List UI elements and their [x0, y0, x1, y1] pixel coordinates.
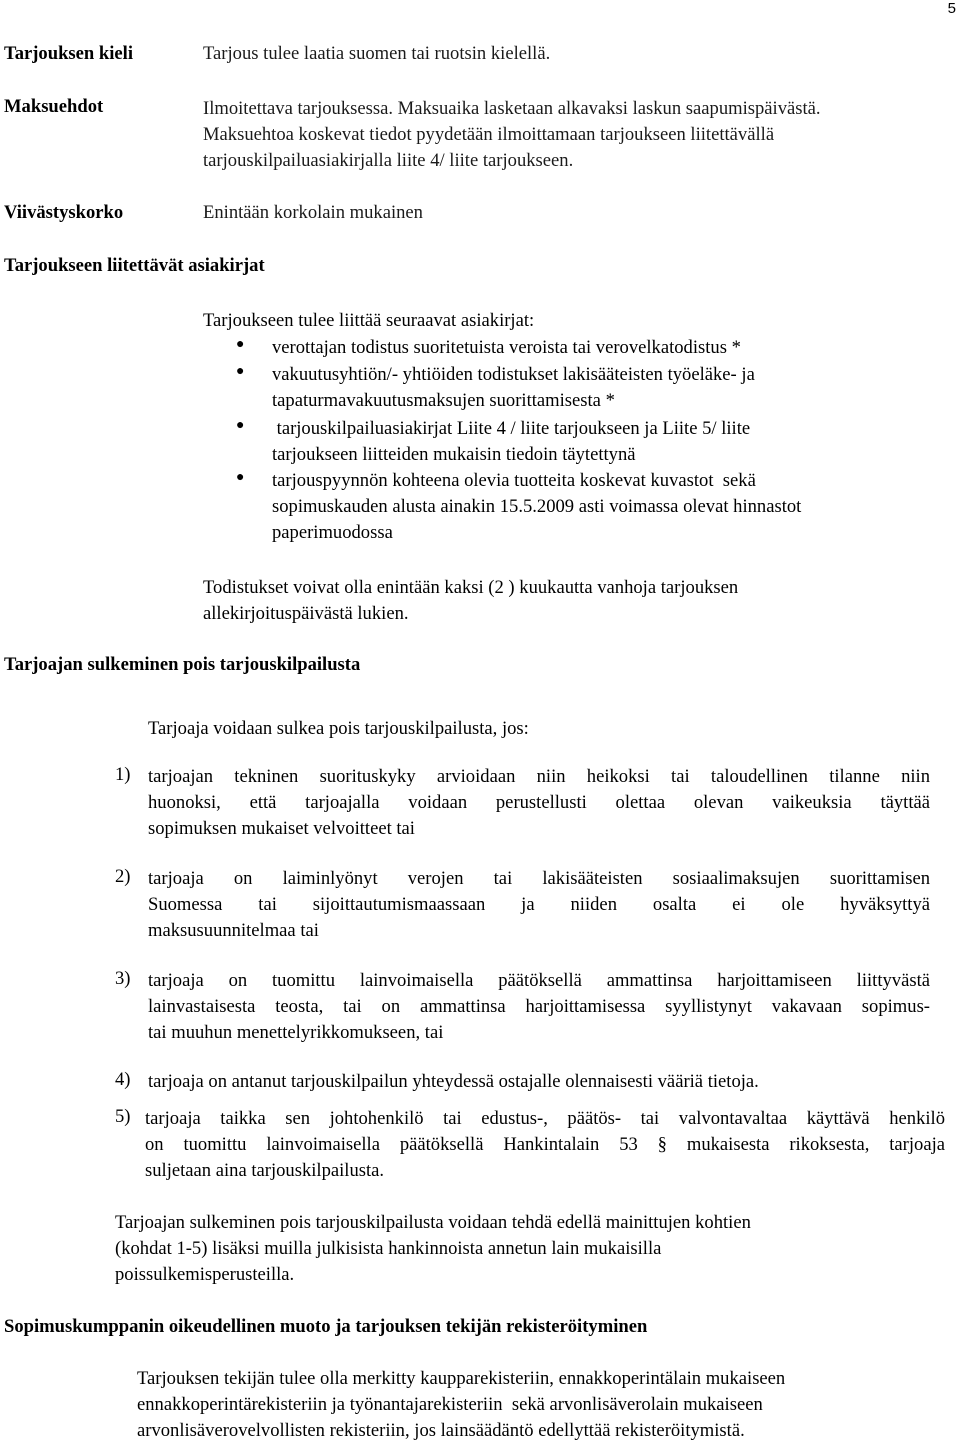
section3-body — [137, 1366, 785, 1444]
item-line: maksusuunnitelmaa tai — [148, 920, 319, 941]
item-line: on tuomittu lainvoimaisella päätöksellä Hankintalain 53 § mukaisesta rikoksesta, tarjoaja — [145, 1134, 945, 1155]
text-maksuehdot — [203, 96, 821, 174]
maksuehdot-line: Ilmoitettava tarjouksessa. Maksuaika lasketaan alkavaksi laskun saapumispäivästä. — [203, 98, 821, 119]
bullet-line: vakuutusyhtiön/- yhtiöiden todistukset lakisääteisten työeläke- ja — [272, 364, 755, 385]
exclusion-item — [145, 1106, 945, 1184]
item-line: tarjoaja on antanut tarjouskilpailun yhteydessä ostajalle olennaisesti vääriä tietoja. — [148, 1071, 759, 1092]
closing-line: (kohdat 1-5) lisäksi muilla julkisista hankinnoista annetun lain mukaisilla — [115, 1238, 662, 1259]
body-line: ennakkoperintärekisteriin ja työnantajarekisteriin sekä arvonlisäverolain mukaiseen — [137, 1394, 763, 1415]
exclusion-item — [148, 764, 930, 842]
exclusion-item — [148, 866, 930, 944]
section-heading-sopimuskumppani: Sopimuskumppanin oikeudellinen muoto ja tarjouksen tekijän rekisteröityminen — [4, 1316, 648, 1337]
item-line: Suomessa tai sijoittautumismaassaan ja niiden osalta ei ole hyväksyttyä — [148, 894, 930, 915]
note-line: allekirjoituspäivästä lukien. — [203, 603, 409, 624]
bullet-item — [272, 335, 741, 361]
item-number: 4) — [115, 1069, 131, 1090]
section-heading-liitettavat: Tarjoukseen liitettävät asiakirjat — [4, 255, 265, 276]
bullet-icon: ● — [236, 337, 245, 352]
item-line: tai muuhun menettelyrikkomukseen, tai — [148, 1022, 444, 1043]
bullet-item — [272, 468, 801, 546]
item-number: 2) — [115, 866, 131, 887]
item-number: 5) — [115, 1106, 131, 1127]
section1-intro: Tarjoukseen tulee liittää seuraavat asiakirjat: — [203, 310, 535, 331]
item-number: 1) — [115, 764, 131, 785]
maksuehdot-line: Maksuehtoa koskevat tiedot pyydetään ilmoittamaan tarjoukseen liitettävällä — [203, 124, 775, 145]
section-heading-sulkeminen: Tarjoajan sulkeminen pois tarjouskilpailusta — [4, 654, 361, 675]
bullet-line: tarjouspyynnön kohteena olevia tuotteita koskevat kuvastot sekä — [272, 470, 756, 491]
closing-line: Tarjoajan sulkeminen pois tarjouskilpailusta voidaan tehdä edellä mainittujen kohtien — [115, 1212, 751, 1233]
section1-note — [203, 575, 738, 627]
bullet-line: verottajan todistus suoritetuista veroista tai verovelkatodistus * — [272, 337, 741, 358]
body-line: arvonlisäverovelvollisten rekisteriin, jos lainsäädäntö edellyttää rekisteröitymistä. — [137, 1420, 745, 1441]
item-line: tarjoaja taikka sen johtohenkilö tai edustus-, päätös- tai valvontavaltaa käyttävä henkilö — [145, 1108, 945, 1129]
item-line: tarjoaja on tuomittu lainvoimaisella päätöksellä ammattinsa harjoittamiseen liittyvästä — [148, 970, 930, 991]
text-tarjouksen-kieli: Tarjous tulee laatia suomen tai ruotsin kielellä. — [203, 43, 551, 64]
bullet-icon: ● — [236, 418, 245, 433]
label-tarjouksen-kieli: Tarjouksen kieli — [4, 43, 133, 64]
page-number: 5 — [947, 0, 956, 17]
exclusion-item — [148, 968, 930, 1046]
note-line: Todistukset voivat olla enintään kaksi (2 ) kuukautta vanhoja tarjouksen — [203, 577, 739, 598]
bullet-icon: ● — [236, 470, 245, 485]
exclusion-item — [148, 1069, 930, 1095]
section2-closing — [115, 1210, 751, 1288]
maksuehdot-line: tarjouskilpailuasiakirjalla liite 4/ liite tarjoukseen. — [203, 150, 574, 171]
bullet-line: paperimuodossa — [272, 522, 393, 543]
item-line: tarjoaja on laiminlyönyt verojen tai lakisääteisten sosiaalimaksujen suorittamisen — [148, 868, 930, 889]
closing-line: poissulkemisperusteilla. — [115, 1264, 295, 1285]
bullet-item — [272, 362, 755, 414]
bullet-line: tapaturmavakuutusmaksujen suorittamisesta * — [272, 390, 615, 411]
item-line: huonoksi, että tarjoajalla voidaan perustellusti olettaa olevan vaikeuksia täyttää — [148, 792, 930, 813]
label-maksuehdot: Maksuehdot — [4, 96, 104, 117]
bullet-icon: ● — [236, 364, 245, 379]
label-viivastyskorko: Viivästyskorko — [4, 202, 124, 223]
bullet-item — [272, 416, 750, 468]
item-line: tarjoajan tekninen suorituskyky arvioidaan niin heikoksi tai taloudellinen tilanne niin — [148, 766, 930, 787]
item-line: suljetaan aina tarjouskilpailusta. — [145, 1160, 385, 1181]
item-line: lainvastaisesta teosta, tai on ammattinsa harjoittamisessa syyllistynyt vakavaan sopimus- — [148, 996, 930, 1017]
bullet-line: tarjoukseen liitteiden mukaisin tiedoin täytettynä — [272, 444, 636, 465]
item-number: 3) — [115, 968, 131, 989]
bullet-line: tarjouskilpailuasiakirjat Liite 4 / liite tarjoukseen ja Liite 5/ liite — [272, 418, 751, 439]
section2-intro: Tarjoaja voidaan sulkea pois tarjouskilpailusta, jos: — [148, 718, 529, 739]
item-line: sopimuksen mukaiset velvoitteet tai — [148, 818, 415, 839]
bullet-line: sopimuskauden alusta ainakin 15.5.2009 asti voimassa olevat hinnastot — [272, 496, 802, 517]
body-line: Tarjouksen tekijän tulee olla merkitty kaupparekisteriin, ennakkoperintälain mukaiseen — [137, 1368, 786, 1389]
text-viivastyskorko: Enintään korkolain mukainen — [203, 202, 423, 223]
